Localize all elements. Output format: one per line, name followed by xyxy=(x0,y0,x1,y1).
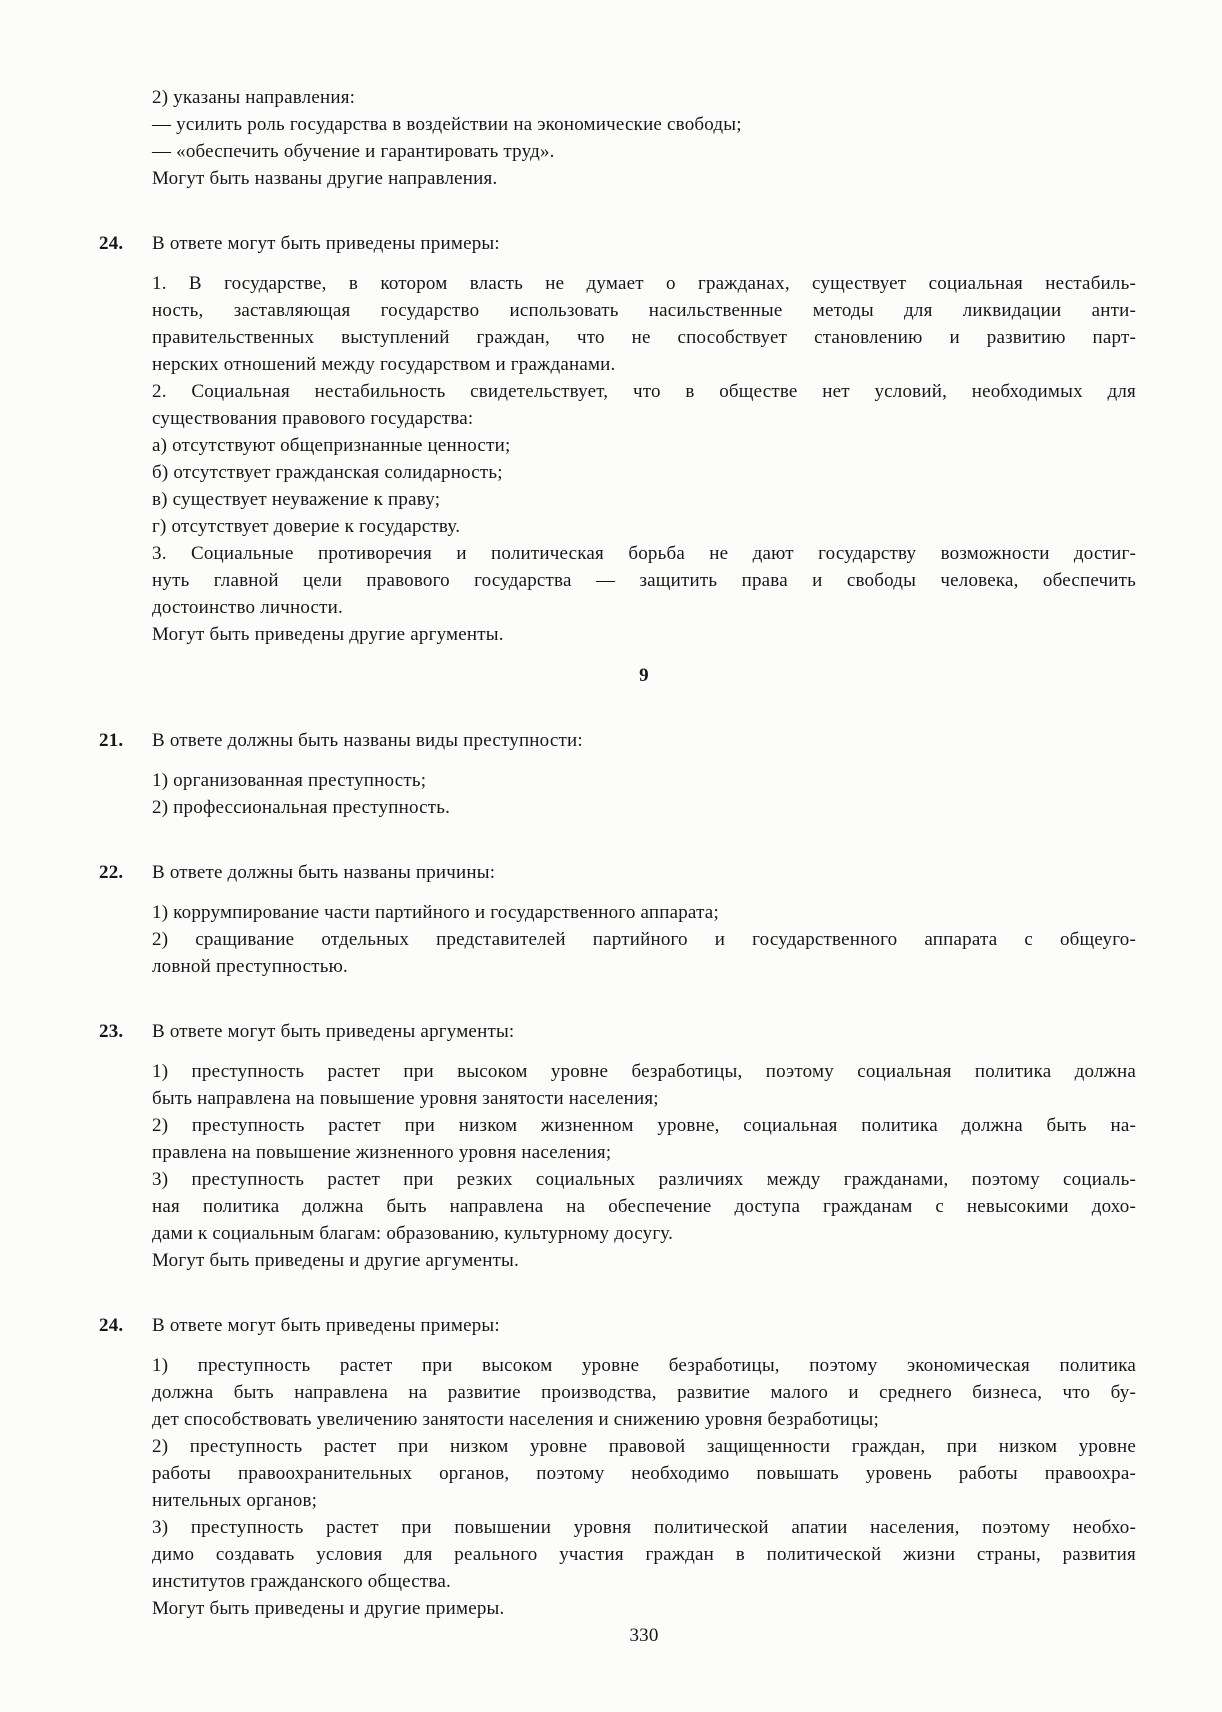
answer-line: 3) преступность растет при повышении уровня политической апатии населения, поэтому необхо- xyxy=(152,1517,1136,1538)
answer-line: 1. В государстве, в котором власть не думает о гражданах, существует социальная нестабиль- xyxy=(152,273,1136,294)
question-number: 24. xyxy=(99,233,124,254)
answer-line: существования правового государства: xyxy=(152,408,474,429)
question-number: 21. xyxy=(99,730,124,751)
answer-line: а) отсутствуют общепризнанные ценности; xyxy=(152,435,511,456)
question-number: 23. xyxy=(99,1021,124,1042)
answer-line: 2) профессиональная преступность. xyxy=(152,797,451,818)
answer-line: 2) указаны направления: xyxy=(152,87,356,108)
answer-line: ная политика должна быть направлена на обеспечение доступа гражданам с невысокими дохо- xyxy=(152,1196,1136,1217)
question-number: 24. xyxy=(99,1315,124,1336)
answer-24-second xyxy=(99,1312,1136,1622)
answer-24-first xyxy=(99,230,1136,648)
answer-line: димо создавать условия для реального участия граждан в политической жизни страны, развития xyxy=(152,1544,1136,1565)
answer-line: 1) организованная преступность; xyxy=(152,770,427,791)
answer-21 xyxy=(99,727,1136,821)
answer-line: 2. Социальная нестабильность свидетельствует, что в обществе нет условий, необходимых для xyxy=(152,381,1136,402)
answer-line: ловной преступностью. xyxy=(152,956,348,977)
answer-intro: В ответе должны быть названы причины: xyxy=(152,862,496,883)
answer-intro: В ответе могут быть приведены примеры: xyxy=(152,233,500,254)
answer-line: 1) преступность растет при высоком уровне безработицы, поэтому социальная политика должна xyxy=(152,1061,1136,1082)
answer-line: 2) сращивание отдельных представителей партийного и государственного аппарата с общеуго- xyxy=(152,929,1136,950)
answer-intro: В ответе могут быть приведены примеры: xyxy=(152,1315,500,1336)
answer-line: 2) преступность растет при низком уровне правовой защищенности граждан, при низком уровне xyxy=(152,1436,1136,1457)
page-number: 330 xyxy=(629,1625,659,1646)
answer-line: 3) преступность растет при резких социальных различиях между гражданами, поэтому социаль- xyxy=(152,1169,1136,1190)
answer-line: 1) коррумпирование части партийного и государственного аппарата; xyxy=(152,902,719,923)
answer-line: 3. Социальные противоречия и политическая борьба не дают государству возможности достиг- xyxy=(152,543,1136,564)
answer-line: Могут быть названы другие направления. xyxy=(152,168,498,189)
answer-line: достоинство личности. xyxy=(152,597,343,618)
answer-line: ность, заставляющая государство использовать насильственные методы для ликвидации анти- xyxy=(152,300,1136,321)
answer-line: правительственных выступлений граждан, что не способствует становлению и развитию парт- xyxy=(152,327,1136,348)
answer-line: Могут быть приведены и другие примеры. xyxy=(152,1598,505,1619)
answer-line: — усилить роль государства в воздействии на экономические свободы; xyxy=(152,114,742,135)
answer-line: правлена на повышение жизненного уровня населения; xyxy=(152,1142,612,1163)
question-number: 22. xyxy=(99,862,124,883)
answer-line: быть направлена на повышение уровня занятости населения; xyxy=(152,1088,659,1109)
continuation-fragment xyxy=(152,84,1136,192)
answer-23 xyxy=(99,1018,1136,1274)
answer-intro: В ответе должны быть названы виды преступности: xyxy=(152,730,583,751)
answer-line: Могут быть приведены и другие аргументы. xyxy=(152,1250,519,1271)
section-divider: 9 xyxy=(639,665,649,686)
answer-line: в) существует неуважение к праву; xyxy=(152,489,441,510)
answer-line: — «обеспечить обучение и гарантировать труд». xyxy=(152,141,555,162)
answer-line: должна быть направлена на развитие производства, развитие малого и среднего бизнеса, что бу- xyxy=(152,1382,1136,1403)
answer-line: б) отсутствует гражданская солидарность; xyxy=(152,462,503,483)
answer-22 xyxy=(99,859,1136,980)
answer-line: нуть главной цели правового государства — защитить права и свободы человека, обеспечить xyxy=(152,570,1136,591)
answer-line: институтов гражданского общества. xyxy=(152,1571,451,1592)
answer-line: 1) преступность растет при высоком уровне безработицы, поэтому экономическая политика xyxy=(152,1355,1136,1376)
answer-line: дет способствовать увеличению занятости населения и снижению уровня безработицы; xyxy=(152,1409,879,1430)
answer-line: Могут быть приведены другие аргументы. xyxy=(152,624,504,645)
answer-line: г) отсутствует доверие к государству. xyxy=(152,516,461,537)
answer-line: работы правоохранительных органов, поэтому необходимо повышать уровень работы правоохра- xyxy=(152,1463,1136,1484)
page-content xyxy=(99,84,1136,1649)
answer-line: нерских отношений между государством и гражданами. xyxy=(152,354,616,375)
answer-line: нительных органов; xyxy=(152,1490,318,1511)
answer-intro: В ответе могут быть приведены аргументы: xyxy=(152,1021,515,1042)
answer-line: 2) преступность растет при низком жизненном уровне, социальная политика должна быть на- xyxy=(152,1115,1136,1136)
answer-line: дами к социальным благам: образованию, культурному досугу. xyxy=(152,1223,674,1244)
